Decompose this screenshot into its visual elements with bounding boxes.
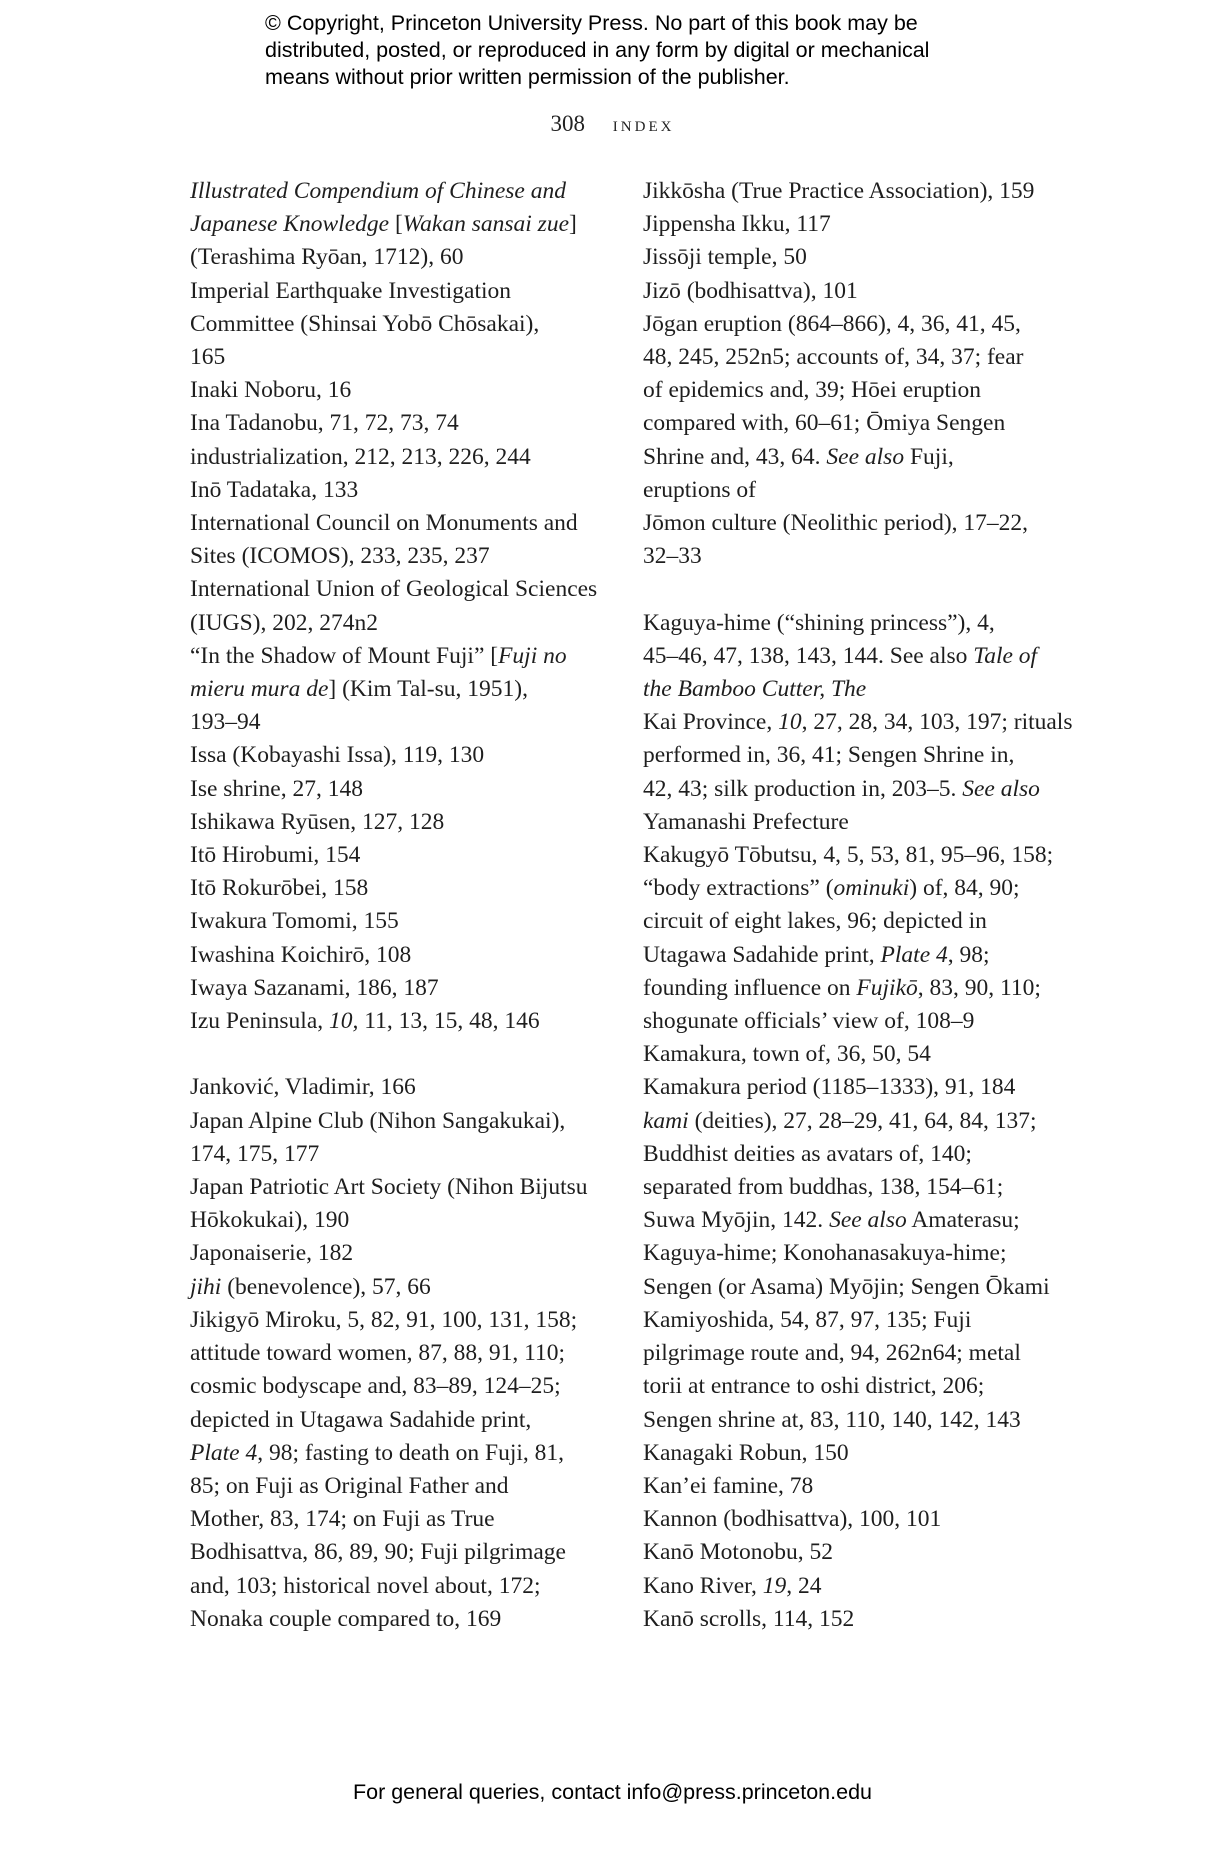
- italic-text: jihi: [190, 1273, 222, 1300]
- index-entry: [643, 208, 1063, 241]
- entry-text: , 83, 90, 110;: [917, 974, 1041, 1001]
- entry-text: International Council on Monuments and: [190, 510, 578, 537]
- index-entry-line: [643, 175, 1063, 208]
- index-entry: [643, 1503, 1063, 1536]
- index-entry: [643, 308, 1063, 507]
- index-entry-line: [190, 1271, 610, 1304]
- index-entry-line: [190, 407, 610, 440]
- entry-text: Jōmon culture (Neolithic period), 17–22,: [643, 510, 1029, 537]
- index-entry-line: [190, 1171, 610, 1204]
- copyright-notice: [265, 10, 1025, 91]
- index-entry-line: [643, 1603, 1063, 1636]
- index-column-right: [643, 175, 1073, 1636]
- entry-text: Kaguya-hime (“shining princess”), 4,: [643, 609, 995, 636]
- index-entry-line: [643, 507, 1063, 540]
- index-entry-line: [190, 839, 610, 872]
- entry-text: Kakugyō Tōbutsu, 4, 5, 53, 81, 95–96, 158;: [643, 842, 1054, 869]
- index-entry: [190, 275, 610, 375]
- entry-text: 42, 43; silk production in, 203–5.: [643, 775, 963, 802]
- index-entry-line: [643, 872, 1063, 905]
- entry-text: ]: [569, 211, 577, 238]
- entry-text: Japan Alpine Club (Nihon Sangakukai),: [190, 1107, 566, 1134]
- entry-text: Amaterasu;: [906, 1207, 1020, 1234]
- entry-text: compared with, 60–61; Ōmiya Sengen: [643, 410, 1006, 437]
- index-entry-line: [643, 1570, 1063, 1603]
- italic-text: 19: [762, 1572, 787, 1599]
- index-entry-line: [643, 1437, 1063, 1470]
- index-entry-line: [190, 1138, 610, 1171]
- index-entry-line: [190, 1204, 610, 1237]
- index-entry-line: [190, 939, 610, 972]
- entry-text: Jikigyō Miroku, 5, 82, 91, 100, 131, 158;: [190, 1306, 578, 1333]
- entry-text: Buddhist deities as avatars of, 140;: [643, 1140, 972, 1167]
- italic-text: Japanese Knowledge: [190, 211, 390, 238]
- entry-text: circuit of eight lakes, 96; depicted in: [643, 908, 987, 935]
- entry-text: Jissōji temple, 50: [643, 244, 807, 271]
- index-entry-line: [643, 1105, 1063, 1138]
- letter-group-gap: [190, 1038, 610, 1071]
- index-entry: [190, 1271, 610, 1304]
- italic-text: Fujikō: [856, 974, 918, 1001]
- entry-text: Imperial Earthquake Investigation: [190, 277, 512, 304]
- index-entry-line: [190, 706, 610, 739]
- entry-text: torii at entrance to oshi district, 206;: [643, 1373, 985, 1400]
- entry-text: founding influence on: [643, 974, 857, 1001]
- entry-text: eruptions of: [643, 476, 756, 503]
- index-entry-line: [190, 208, 610, 241]
- index-entry: [190, 1237, 610, 1270]
- index-entry-line: [190, 441, 610, 474]
- index-entry: [190, 1304, 610, 1636]
- index-entry: [643, 507, 1063, 573]
- index-entry-line: [643, 839, 1063, 872]
- index-entry-line: [190, 474, 610, 507]
- entry-text: Fuji,: [904, 443, 954, 470]
- entry-text: (deities), 27, 28–29, 41, 64, 84, 137;: [688, 1107, 1037, 1134]
- entry-text: Inō Tadataka, 133: [190, 476, 359, 503]
- entry-text: 32–33: [643, 543, 702, 570]
- italic-text: kami: [643, 1107, 689, 1134]
- index-entry-line: [643, 739, 1063, 772]
- entry-text: International Union of Geological Sciences: [190, 576, 598, 603]
- index-entry: [643, 175, 1063, 208]
- entry-text: (Terashima Ryōan, 1712), 60: [190, 244, 464, 271]
- entry-text: Itō Hirobumi, 154: [190, 842, 361, 869]
- entry-text: 45–46, 47, 138, 143, 144. See also: [643, 642, 974, 669]
- entry-text: “In the Shadow of Mount Fuji” [: [190, 642, 499, 669]
- index-entry-line: [643, 1271, 1063, 1304]
- index-entry-line: [643, 1337, 1063, 1370]
- entry-text: Kaguya-hime; Konohanasakuya-hime;: [643, 1240, 1007, 1267]
- entry-text: Hōkokukai), 190: [190, 1207, 350, 1234]
- index-entry-line: [190, 1404, 610, 1437]
- entry-text: Committee (Shinsai Yobō Chōsakai),: [190, 310, 540, 337]
- entry-text: Izu Peninsula,: [190, 1008, 330, 1035]
- index-entry: [643, 1071, 1063, 1104]
- index-entry: [190, 507, 610, 573]
- index-entry-line: [190, 241, 610, 274]
- entry-text: 174, 175, 177: [190, 1140, 320, 1167]
- index-entry-line: [643, 905, 1063, 938]
- entry-text: Iwakura Tomomi, 155: [190, 908, 399, 935]
- index-entry-line: [190, 275, 610, 308]
- index-entry-line: [190, 773, 610, 806]
- copyright-line: distributed, posted, or reproduced in any form by digital or mechanical: [265, 38, 930, 62]
- entry-text: Ishikawa Ryūsen, 127, 128: [190, 808, 445, 835]
- entry-text: , 98;: [947, 941, 990, 968]
- index-entry: [190, 872, 610, 905]
- entry-text: Bodhisattva, 86, 89, 90; Fuji pilgrimage: [190, 1539, 566, 1566]
- index-entry-line: [190, 308, 610, 341]
- italic-text: See also: [962, 775, 1040, 802]
- index-entry: [190, 905, 610, 938]
- index-entry-line: [190, 673, 610, 706]
- index-entry-line: [190, 872, 610, 905]
- index-entry-line: [643, 1404, 1063, 1437]
- italic-text: mieru mura de: [190, 676, 329, 703]
- index-entry-line: [643, 1304, 1063, 1337]
- index-entry: [643, 706, 1073, 839]
- index-entry-line: [190, 1437, 610, 1470]
- entry-text: separated from buddhas, 138, 154–61;: [643, 1174, 1004, 1201]
- entry-text: Kano River,: [643, 1572, 763, 1599]
- entry-text: , 27, 28, 34, 103, 197; rituals: [801, 709, 1073, 736]
- index-entry-line: [643, 474, 1063, 507]
- index-entry-line: [643, 1204, 1063, 1237]
- entry-text: Jizō (bodhisattva), 101: [643, 277, 858, 304]
- index-entry: [190, 1005, 610, 1038]
- index-entry-line: [190, 573, 610, 606]
- entry-text: , 98; fasting to death on Fuji, 81,: [257, 1439, 565, 1466]
- index-entry-line: [643, 640, 1063, 673]
- index-entry-line: [190, 1503, 610, 1536]
- index-entry: [190, 773, 610, 806]
- index-entry-line: [643, 308, 1063, 341]
- entry-text: Iwaya Sazanami, 186, 187: [190, 974, 439, 1001]
- entry-text: performed in, 36, 41; Sengen Shrine in,: [643, 742, 1015, 769]
- letter-group-gap: [643, 573, 1063, 606]
- index-entry: [190, 374, 610, 407]
- index-entry: [190, 573, 610, 639]
- index-entry-line: [643, 1005, 1063, 1038]
- index-entry-line: [643, 806, 1063, 839]
- index-entry: [190, 640, 610, 740]
- index-entry: [190, 939, 610, 972]
- index-entry-line: [643, 441, 1063, 474]
- index-entry: [190, 972, 610, 1005]
- copyright-line: means without prior written permission of the publisher.: [265, 65, 790, 89]
- entry-text: Suwa Myōjin, 142.: [643, 1207, 830, 1234]
- entry-text: 11, 13, 15, 48, 146: [358, 1008, 540, 1035]
- index-entry-line: [190, 905, 610, 938]
- running-head: [0, 111, 1225, 137]
- index-entry-line: [190, 341, 610, 374]
- footer-contact: For general queries, contact info@press.princeton.edu: [352, 1780, 872, 1804]
- index-entry-line: [190, 806, 610, 839]
- section-title: index: [612, 111, 675, 136]
- index-entry-line: [643, 972, 1063, 1005]
- entry-text: Iwashina Koichirō, 108: [190, 941, 412, 968]
- italic-text: See also: [829, 1207, 907, 1234]
- index-entry: [190, 175, 610, 275]
- entry-text: ) of, 84, 90;: [909, 875, 1020, 902]
- entry-text: and, 103; historical novel about, 172;: [190, 1572, 541, 1599]
- index-entry-line: [190, 1603, 610, 1636]
- entry-text: shogunate officials’ view of, 108–9: [643, 1008, 975, 1035]
- entry-text: Inaki Noboru, 16: [190, 377, 352, 404]
- index-entry: [190, 1071, 610, 1104]
- index-entry: [643, 1470, 1063, 1503]
- entry-text: “body extractions” (: [643, 875, 834, 902]
- italic-text: See also: [826, 443, 905, 470]
- index-entry-line: [643, 1536, 1063, 1569]
- index-entry-line: [643, 673, 1063, 706]
- entry-text: [: [389, 211, 403, 238]
- entry-text: Itō Rokurōbei, 158: [190, 875, 369, 902]
- entry-text: industrialization, 212, 213, 226, 244: [190, 443, 531, 470]
- index-column-left: [190, 175, 610, 1636]
- index-entry: [643, 1437, 1063, 1470]
- index-entry-line: [643, 773, 1063, 806]
- index-entry: [643, 1304, 1063, 1437]
- index-entry: [643, 1536, 1063, 1569]
- index-entry-line: [643, 208, 1063, 241]
- entry-text: Japonaiserie, 182: [190, 1240, 354, 1267]
- italic-text: Plate 4: [880, 941, 948, 968]
- index-entry-line: [190, 1105, 610, 1138]
- index-entry-line: [643, 1237, 1063, 1270]
- index-entry: [190, 839, 610, 872]
- index-entry: [643, 607, 1063, 707]
- entry-text: Sites (ICOMOS), 233, 235, 237: [190, 543, 490, 570]
- italic-text: the Bamboo Cutter, The: [643, 676, 867, 703]
- entry-text: Ina Tadanobu, 71, 72, 73, 74: [190, 410, 459, 437]
- index-entry-line: [190, 540, 610, 573]
- index-entry-line: [190, 1337, 610, 1370]
- italic-text: ominuki: [833, 875, 910, 902]
- index-entry-line: [643, 341, 1063, 374]
- entry-text: ] (Kim Tal-su, 1951),: [328, 676, 528, 703]
- italic-text: Tale of: [973, 642, 1038, 669]
- index-entry-line: [190, 1304, 610, 1337]
- index-entry-line: [643, 1038, 1063, 1071]
- entry-text: depicted in Utagawa Sadahide print,: [190, 1406, 532, 1433]
- entry-text: Jōgan eruption (864–866), 4, 36, 41, 45,: [643, 310, 1021, 337]
- index-entry: [643, 1105, 1063, 1304]
- entry-text: pilgrimage route and, 94, 262n64; metal: [643, 1340, 1021, 1367]
- index-entry-line: [190, 1570, 610, 1603]
- index-entry-line: [190, 1470, 610, 1503]
- italic-text: 10: [778, 709, 802, 736]
- index-entry: [643, 241, 1063, 274]
- entry-text: Janković, Vladimir, 166: [190, 1074, 416, 1101]
- index-entry: [643, 1570, 1063, 1603]
- entry-text: Kannon (bodhisattva), 100, 101: [643, 1506, 942, 1533]
- entry-text: Shrine and, 43, 64.: [643, 443, 827, 470]
- index-entry-line: [643, 1138, 1063, 1171]
- entry-text: Nonaka couple compared to, 169: [190, 1605, 502, 1632]
- entry-text: Kanō scrolls, 114, 152: [643, 1605, 855, 1632]
- entry-text: (benevolence), 57, 66: [221, 1273, 431, 1300]
- index-entry-line: [643, 1071, 1063, 1104]
- index-entry: [643, 839, 1063, 1038]
- index-entry-line: [643, 607, 1063, 640]
- index-entry-line: [643, 706, 1073, 739]
- entry-text: Sengen shrine at, 83, 110, 140, 142, 143: [643, 1406, 1021, 1433]
- index-entry-line: [643, 1503, 1063, 1536]
- index-entry: [643, 1603, 1063, 1636]
- index-entry: [190, 739, 610, 772]
- entry-text: cosmic bodyscape and, 83–89, 124–25;: [190, 1373, 561, 1400]
- index-entry-line: [643, 1370, 1063, 1403]
- index-entry: [190, 474, 610, 507]
- copyright-line: © Copyright, Princeton University Press. No part of this book may be: [265, 11, 918, 35]
- entry-text: Kamakura, town of, 36, 50, 54: [643, 1041, 931, 1068]
- index-entry: [190, 407, 610, 440]
- entry-text: Jippensha Ikku, 117: [643, 211, 831, 238]
- index-entry: [190, 1171, 610, 1237]
- entry-text: of epidemics and, 39; Hōei eruption: [643, 377, 982, 404]
- index-entry-line: [643, 1470, 1063, 1503]
- index-entry-line: [190, 374, 610, 407]
- entry-text: Kanagaki Robun, 150: [643, 1439, 849, 1466]
- italic-text: Plate 4: [190, 1439, 258, 1466]
- index-entry-line: [190, 972, 610, 1005]
- entry-text: , 24: [786, 1572, 822, 1599]
- index-entry: [190, 806, 610, 839]
- entry-text: 193–94: [190, 709, 261, 736]
- entry-text: Kamiyoshida, 54, 87, 97, 135; Fuji: [643, 1306, 972, 1333]
- entry-text: Jikkōsha (True Practice Association), 159: [643, 178, 1035, 204]
- index-entry-line: [643, 407, 1063, 440]
- index-entry-line: [643, 241, 1063, 274]
- index-entry-line: [190, 507, 610, 540]
- entry-text: Kanō Motonobu, 52: [643, 1539, 833, 1566]
- entry-text: attitude toward women, 87, 88, 91, 110;: [190, 1340, 566, 1367]
- index-entry-line: [643, 939, 1063, 972]
- italic-text: Illustrated Compendium of Chinese and: [190, 178, 566, 204]
- entry-text: Yamanashi Prefecture: [643, 808, 849, 835]
- index-entry-line: [643, 374, 1063, 407]
- index-entry-line: [190, 175, 610, 208]
- entry-text: Kai Province,: [643, 709, 779, 736]
- index-entry: [643, 275, 1063, 308]
- entry-text: 165: [190, 344, 226, 371]
- index-entry-line: [190, 607, 610, 640]
- index-entry-line: [190, 1370, 610, 1403]
- index-entry-line: [190, 1071, 610, 1104]
- entry-text: Japan Patriotic Art Society (Nihon Bijutsu: [190, 1174, 588, 1201]
- entry-text: (IUGS), 202, 274n2: [190, 609, 378, 636]
- index-entry: [643, 1038, 1063, 1071]
- index-entry-line: [643, 540, 1063, 573]
- index-entry: [190, 1105, 610, 1171]
- italic-text: 10,: [329, 1008, 359, 1035]
- italic-text: Fuji no: [498, 642, 567, 669]
- index-entry-line: [190, 640, 610, 673]
- entry-text: Kamakura period (1185–1333), 91, 184: [643, 1074, 1016, 1101]
- page-number: 308: [550, 111, 586, 136]
- entry-text: Utagawa Sadahide print,: [643, 941, 881, 968]
- index-entry-line: [190, 1005, 610, 1038]
- entry-text: Kan’ei famine, 78: [643, 1472, 814, 1499]
- italic-text: Wakan sansai zue: [402, 211, 570, 238]
- entry-text: Sengen (or Asama) Myōjin; Sengen Ōkami: [643, 1273, 1050, 1300]
- entry-text: 85; on Fuji as Original Father and: [190, 1472, 509, 1499]
- index-entry-line: [643, 275, 1063, 308]
- index-entry-line: [190, 1536, 610, 1569]
- entry-text: Ise shrine, 27, 148: [190, 775, 363, 802]
- index-entry: [190, 441, 610, 474]
- entry-text: Mother, 83, 174; on Fuji as True: [190, 1506, 495, 1533]
- index-entry-line: [190, 739, 610, 772]
- entry-text: 48, 245, 252n5; accounts of, 34, 37; fear: [643, 344, 1024, 371]
- index-entry-line: [643, 1171, 1063, 1204]
- entry-text: Issa (Kobayashi Issa), 119, 130: [190, 742, 485, 769]
- index-entry-line: [190, 1237, 610, 1270]
